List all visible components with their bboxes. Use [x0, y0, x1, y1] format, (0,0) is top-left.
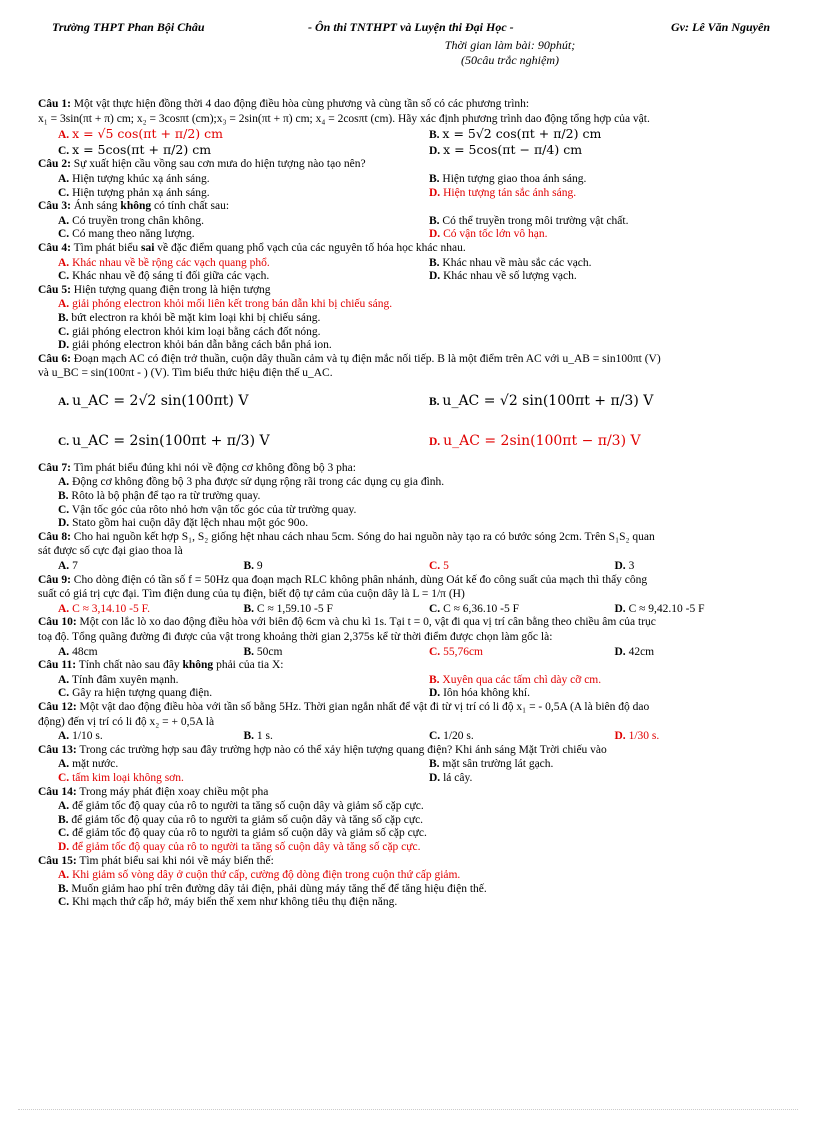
option-row	[38, 772, 780, 786]
answer-option[interactable]	[224, 560, 410, 574]
option-text: u_AC = 2sin(100πt + π/3) V	[72, 432, 270, 449]
option-text: 3	[628, 560, 635, 573]
option-row	[38, 228, 780, 242]
question-stem	[38, 200, 780, 214]
question-number: Câu 14:	[38, 785, 77, 798]
question-number: Câu 8:	[38, 530, 71, 543]
option-label: B.	[243, 730, 255, 743]
answer-option[interactable]	[409, 127, 780, 143]
option-text: Gây ra hiện tượng quang điện.	[72, 687, 213, 700]
question-number: Câu 7:	[38, 461, 71, 474]
answer-option[interactable]	[409, 674, 780, 688]
option-text: lá cây.	[443, 771, 473, 784]
answer-option[interactable]	[38, 869, 780, 883]
option-text: Khác nhau về độ sáng tỉ đối giữa các vạch.	[72, 270, 270, 283]
option-text: Khác nhau về màu sắc các vạch.	[442, 256, 592, 269]
option-label: C.	[429, 560, 441, 573]
option-text: Iôn hóa không khí.	[443, 687, 530, 700]
question-number: Câu 9:	[38, 573, 71, 586]
question-stem	[38, 462, 780, 476]
answer-option[interactable]	[38, 298, 780, 312]
option-text: 48cm	[72, 645, 98, 658]
question-number: Câu 11:	[38, 659, 77, 672]
option-label: A.	[58, 395, 70, 408]
answer-option[interactable]	[409, 432, 780, 450]
option-label: D.	[614, 560, 626, 573]
answer-option[interactable]	[409, 173, 780, 187]
option-text: 1/10 s.	[72, 730, 103, 743]
option-text: u_AC = 2√2 sin(100πt) V	[72, 392, 249, 409]
option-text: giải phóng electron khỏi mối liên kết trong bán dẫn khi bị chiếu sáng.	[72, 298, 393, 311]
option-label: D.	[58, 840, 70, 853]
question-number: Câu 3:	[38, 200, 71, 213]
question-text-line2: và u_BC = sin(100πt - ) (V). Tìm biểu thức hiệu điện thế u_AC.	[38, 367, 333, 380]
question	[38, 701, 780, 744]
option-row	[38, 257, 780, 271]
question	[38, 158, 780, 200]
question-text: Đoạn mạch AC có điện trở thuần, cuộn dây thuần cảm và tụ điện mắc nối tiếp. B là một điểm trên AC với u_AB = sin100πt (V)	[73, 352, 661, 365]
option-label: A.	[58, 172, 70, 185]
option-text: 1/20 s.	[443, 730, 474, 743]
option-text: Khi mạch thứ cấp hở, máy biến thế xem như không tiêu thụ điện năng.	[72, 896, 398, 909]
teacher-name: Gv: Lê Văn Nguyên	[671, 20, 770, 34]
answer-option[interactable]	[38, 228, 409, 242]
option-label: C.	[58, 228, 70, 241]
question	[38, 855, 780, 910]
question-emphasis: không	[120, 200, 152, 213]
option-text: 5	[443, 560, 449, 573]
option-row	[38, 758, 780, 772]
option-text: Hiện tượng giao thoa ánh sáng.	[442, 172, 587, 185]
answer-option[interactable]	[38, 883, 780, 897]
answer-option[interactable]	[409, 270, 780, 284]
question-emphasis: không	[182, 659, 214, 672]
option-label: B.	[58, 882, 69, 895]
option-text: Rôto là bộ phận để tạo ra từ trường quay.	[71, 490, 261, 503]
option-text: Tính đâm xuyên mạnh.	[71, 673, 179, 686]
option-text: Hiện tượng khúc xạ ánh sáng.	[72, 172, 210, 185]
option-label: B.	[243, 602, 255, 615]
option-text: Động cơ không đồng bộ 3 pha được sử dụng rộng rãi trong các dụng cụ gia đình.	[72, 476, 445, 489]
option-text: 7	[72, 560, 78, 573]
option-label: C.	[58, 771, 70, 784]
option-label: D.	[429, 144, 441, 157]
option-text: C ≈ 1,59.10 -5 F	[256, 602, 333, 615]
option-text: C ≈ 9,42.10 -5 F	[628, 602, 705, 615]
answer-option[interactable]	[38, 730, 224, 744]
option-text: Khác nhau về số lượng vạch.	[443, 270, 577, 283]
answer-option[interactable]	[409, 730, 595, 744]
option-text: C ≈ 3,14.10 -5 F.	[72, 602, 150, 615]
option-text: x = √5 cos(πt + π/2) cm	[72, 126, 223, 142]
option-label: A.	[58, 602, 70, 615]
answer-option[interactable]	[38, 758, 409, 772]
answer-option[interactable]	[409, 215, 780, 229]
option-label: C.	[58, 270, 70, 283]
option-text: để giảm tốc độ quay của rô to người ta giảm số cuộn dây và tăng số cặp cực.	[71, 813, 424, 826]
question-text: Ánh sáng	[73, 200, 121, 213]
option-text: 1 s.	[256, 730, 273, 743]
option-label: B.	[429, 673, 440, 686]
option-row	[38, 560, 780, 574]
question-stem	[38, 98, 780, 112]
question-number: Câu 5:	[38, 283, 71, 296]
option-text: C ≈ 6,36.10 -5 F	[443, 602, 520, 615]
answer-option[interactable]	[409, 603, 595, 617]
answer-option[interactable]	[38, 490, 780, 504]
option-label: D.	[429, 228, 441, 241]
answer-option[interactable]	[409, 392, 780, 410]
answer-option[interactable]	[38, 674, 409, 688]
option-label: B.	[58, 490, 69, 503]
option-label: C.	[58, 435, 70, 448]
answer-option[interactable]	[38, 215, 409, 229]
question-text: Cho dòng điện có tần số f = 50Hz qua đoạn mạch RLC không phân nhánh, dùng Oát kế đo công suất của mạch thì thấy công	[73, 573, 648, 586]
option-label: B.	[429, 129, 440, 142]
option-label: C.	[58, 687, 70, 700]
answer-option[interactable]	[409, 687, 780, 701]
option-label: D.	[614, 602, 626, 615]
question-stem	[38, 616, 780, 630]
question-number: Câu 6:	[38, 352, 71, 365]
question	[38, 353, 780, 462]
option-row	[38, 422, 780, 462]
option-text: x = 5cos(πt − π/4) cm	[443, 141, 583, 157]
question-text-line2: động) đến vị trí có li độ x₂ = + 0,5A là	[38, 715, 215, 728]
option-text: mặt sân trường lát gạch.	[442, 758, 554, 771]
option-text: 50cm	[256, 645, 283, 658]
question-stem	[38, 284, 780, 298]
option-label: A.	[58, 256, 70, 269]
option-text: 9	[256, 560, 263, 573]
option-label: A.	[58, 673, 70, 686]
option-row	[38, 127, 780, 143]
option-text: 55,76cm	[443, 645, 483, 658]
exam-time: Thời gian làm bài: 90phút;	[444, 38, 576, 52]
question-stem	[38, 242, 780, 256]
question	[38, 242, 780, 284]
option-label: A.	[58, 645, 70, 658]
answer-option[interactable]	[38, 517, 780, 531]
question-text: Tìm phát biểu	[73, 241, 141, 254]
option-label: B.	[243, 645, 255, 658]
option-text: để giảm tốc độ quay của rô to người ta giảm số cuộn dây và giảm số cặp cực.	[72, 827, 427, 840]
question-text: Trong các trường hợp sau đây trường hợp nào có thể xảy hiện tượng quang điện? Khi ánh sáng Mặt Trời chiếu vào	[79, 743, 607, 756]
answer-option[interactable]	[224, 646, 410, 660]
answer-option[interactable]	[38, 127, 409, 143]
option-label: A.	[58, 800, 70, 813]
answer-option[interactable]	[409, 143, 780, 159]
option-text: x = 5√2 cos(πt + π/2) cm	[442, 126, 602, 142]
answer-option[interactable]	[38, 339, 780, 353]
question-text: Tìm phát biểu sai khi nói về máy biến thế:	[79, 854, 274, 867]
option-label: D.	[58, 517, 70, 530]
question-stem	[38, 531, 780, 545]
question-text: Cho hai nguồn kết hợp S₁, S₂ giống hệt nhau cách nhau 5cm. Sóng do hai nguồn này tạo ra có bước sóng 2cm. Trên S₁S₂ quan	[73, 530, 655, 543]
question	[38, 462, 780, 531]
option-text: Vận tốc góc của rôto nhỏ hơn vận tốc góc của từ trường quay.	[71, 503, 357, 516]
question	[38, 616, 780, 659]
question-stem	[38, 353, 780, 367]
option-text: Muốn giảm hao phí trên đường dây tải điện, phải dùng máy tăng thế để tăng hiệu điện thế.	[71, 882, 487, 895]
question-number: Câu 12:	[38, 700, 77, 713]
question-emphasis: sai	[140, 241, 155, 254]
option-label: A.	[58, 869, 70, 882]
question-text: Sự xuất hiện cầu vồng sau cơn mưa do hiện tượng nào tạo nên?	[73, 158, 366, 171]
option-row	[38, 674, 780, 688]
option-text: 42cm	[628, 645, 655, 658]
option-text: mặt nước.	[72, 758, 119, 771]
option-row	[38, 687, 780, 701]
answer-option[interactable]	[38, 173, 409, 187]
question	[38, 200, 780, 242]
page-header	[46, 20, 770, 36]
option-row	[38, 382, 780, 422]
option-text: Có truyền trong chân không.	[72, 214, 204, 227]
option-label: A.	[58, 129, 70, 142]
question-list	[38, 98, 780, 910]
question-text-line2: sát được số cực đại giao thoa là	[38, 545, 183, 558]
answer-option[interactable]	[409, 758, 780, 772]
question-stem	[38, 855, 780, 869]
option-text: Hiện tượng phản xạ ánh sáng.	[72, 186, 210, 199]
option-label: B.	[429, 758, 440, 771]
option-label: B.	[429, 172, 440, 185]
option-row	[38, 270, 780, 284]
option-row	[38, 646, 780, 660]
option-text: u_AC = 2sin(100πt − π/3) V	[443, 432, 641, 449]
option-text: để giảm tốc độ quay của rô to người ta tăng số cuộn dây và tăng số cặp cực.	[72, 840, 421, 853]
question-text: Trong máy phát điện xoay chiều một pha	[79, 785, 269, 798]
answer-option[interactable]	[38, 896, 780, 910]
option-label: A.	[58, 214, 70, 227]
question-stem	[38, 744, 780, 758]
question	[38, 284, 780, 353]
question	[38, 574, 780, 617]
option-text: 1/30 s.	[628, 730, 660, 743]
question-number: Câu 4:	[38, 241, 71, 254]
page-bottom-rule	[18, 1109, 798, 1110]
question-text: Một vật thực hiện đồng thời 4 dao động điều hòa cùng phương và cùng tần số có các phương trình:	[73, 98, 530, 110]
option-label: A.	[58, 298, 70, 311]
option-label: C.	[429, 602, 441, 615]
answer-option[interactable]	[38, 392, 409, 410]
option-row	[38, 730, 780, 744]
option-label: C.	[58, 896, 70, 909]
answer-option[interactable]	[38, 187, 409, 201]
option-row	[38, 187, 780, 201]
answer-option[interactable]	[595, 646, 781, 660]
question-stem	[38, 659, 780, 673]
answer-option[interactable]	[38, 476, 780, 490]
answer-option[interactable]	[38, 772, 409, 786]
option-label: C.	[58, 144, 70, 157]
option-label: B.	[429, 256, 440, 269]
option-text: giải phóng electron khỏi bán dẫn bằng cách bắn phá ion.	[72, 339, 332, 352]
option-text: giải phóng electron khỏi kim loại bằng cách đốt nóng.	[72, 325, 321, 338]
option-label: D.	[614, 645, 626, 658]
question-count: (50câu trắc nghiệm)	[461, 53, 559, 67]
option-label: A.	[58, 730, 70, 743]
option-label: A.	[58, 476, 70, 489]
option-row	[38, 173, 780, 187]
answer-option[interactable]	[38, 312, 780, 326]
option-text: u_AC = √2 sin(100πt + π/3) V	[442, 392, 654, 409]
answer-option[interactable]	[224, 603, 410, 617]
option-label: D.	[429, 435, 441, 448]
answer-option[interactable]	[409, 257, 780, 271]
answer-option[interactable]	[38, 432, 409, 450]
question-number: Câu 13:	[38, 743, 77, 756]
option-label: D.	[614, 730, 626, 743]
option-text: Khi giảm số vòng dây ở cuộn thứ cấp, cường độ dòng điện trong cuộn thứ cấp giảm.	[72, 869, 461, 882]
option-label: D.	[58, 339, 70, 352]
option-text: để giảm tốc độ quay của rô to người ta tăng số cuộn dây và giảm số cặp cực.	[72, 800, 424, 813]
question-text-line2: x₁ = 3sin(πt + π) cm; x₂ = 3cosπt (cm);x₃ = 2sin(πt + π) cm; x₄ = 2cosπt (cm). Hãy xác định phương trình dao động tổng hợp của vật.	[38, 112, 650, 125]
answer-option[interactable]	[38, 827, 780, 841]
question-stem	[38, 786, 780, 800]
option-label: D.	[429, 186, 441, 199]
option-label: C.	[58, 827, 70, 840]
option-label: C.	[58, 186, 70, 199]
answer-option[interactable]	[38, 646, 224, 660]
question-text: Hiện tượng quang điện trong là hiện tượng	[73, 283, 271, 296]
option-label: B.	[243, 560, 255, 573]
option-label: C.	[58, 503, 70, 516]
answer-option[interactable]	[409, 646, 595, 660]
option-text: bứt electron ra khỏi bề mặt kim loại khi bị chiếu sáng.	[71, 311, 321, 324]
question	[38, 531, 780, 574]
answer-option[interactable]	[38, 814, 780, 828]
option-text: tấm kim loại không sơn.	[72, 771, 184, 784]
exam-title: - Ôn thi TNTHPT và Luyện thi Đại Học -	[308, 20, 514, 34]
question-text-line2: toạ độ. Tổng quãng đường đi được của vật trong khoảng thời gian 2,375s kể từ thời điểm được chọn làm gốc là:	[38, 631, 553, 643]
answer-option[interactable]	[409, 560, 595, 574]
question	[38, 98, 780, 158]
answer-option[interactable]	[409, 772, 780, 786]
option-text: Xuyên qua các tấm chì dày cỡ cm.	[442, 673, 602, 686]
answer-option[interactable]	[38, 326, 780, 340]
option-text: x = 5cos(πt + π/2) cm	[72, 141, 212, 157]
school-name: Trường THPT Phan Bội Châu	[52, 20, 205, 34]
question	[38, 786, 780, 855]
question-number: Câu 1:	[38, 98, 71, 110]
option-row	[38, 603, 780, 617]
option-text: Có vận tốc lớn vô hạn.	[443, 228, 548, 241]
answer-option[interactable]	[409, 228, 780, 242]
option-label: C.	[58, 325, 70, 338]
option-row	[38, 143, 780, 159]
option-label: B.	[429, 395, 440, 408]
answer-option[interactable]	[38, 504, 780, 518]
option-text: Hiện tượng tán sắc ánh sáng.	[443, 186, 577, 199]
option-label: B.	[58, 311, 69, 324]
answer-option[interactable]	[38, 800, 780, 814]
question	[38, 659, 780, 701]
option-label: D.	[429, 687, 441, 700]
option-label: C.	[429, 730, 441, 743]
option-text: Có thể truyền trong môi trường vật chất.	[442, 214, 629, 227]
answer-option[interactable]	[409, 187, 780, 201]
answer-option[interactable]	[38, 143, 409, 159]
option-label: A.	[58, 758, 70, 771]
option-label: D.	[429, 771, 441, 784]
option-text: Có mang theo năng lượng.	[72, 228, 195, 241]
answer-option[interactable]	[38, 560, 224, 574]
question-text: Tính chất nào sau đây	[78, 659, 183, 672]
option-label: A.	[58, 560, 70, 573]
option-label: D.	[429, 270, 441, 283]
option-text: Khác nhau về bề rộng các vạch quang phổ.	[72, 256, 270, 269]
question-stem	[38, 701, 780, 715]
option-label: B.	[429, 214, 440, 227]
question	[38, 744, 780, 786]
option-label: C.	[429, 645, 441, 658]
answer-option[interactable]	[38, 270, 409, 284]
question-stem	[38, 158, 780, 172]
question-text-rest: phải của tia X:	[213, 659, 284, 672]
answer-option[interactable]	[224, 730, 410, 744]
question-text-rest: về đặc điểm quang phổ vạch của các nguyên tố hóa học khác nhau.	[154, 241, 466, 254]
answer-option[interactable]	[595, 560, 781, 574]
answer-option[interactable]	[595, 730, 781, 744]
question-text-rest: có tính chất sau:	[151, 200, 230, 213]
option-text: Stato gồm hai cuộn dây đặt lệch nhau một góc 90o.	[72, 517, 309, 530]
question-stem	[38, 574, 780, 588]
answer-option[interactable]	[38, 841, 780, 855]
option-label: B.	[58, 813, 69, 826]
option-row	[38, 215, 780, 229]
question-number: Câu 2:	[38, 158, 71, 171]
answer-option[interactable]	[38, 257, 409, 271]
question-text: Một con lắc lò xo dao động điều hòa với biên độ 6cm và chu kì 1s. Tại t = 0, vật đi qua vị trí cân bằng theo chiều âm của trục	[79, 616, 656, 629]
question-number: Câu 15:	[38, 854, 77, 867]
question-text: Một vật dao động điều hòa với tần số bằng 5Hz. Thời gian ngắn nhất để vật đi từ vị trí có li độ x₁ = - 0,5A (A là biên độ dao	[79, 700, 650, 713]
answer-option[interactable]	[38, 687, 409, 701]
question-text-line2: suất có giá trị cực đại. Tìm điện dung của tụ điện, biết độ tự cảm của cuộn dây là L = 1/π (H)	[38, 588, 465, 601]
answer-option[interactable]	[595, 603, 781, 617]
question-number: Câu 10:	[38, 616, 77, 629]
answer-option[interactable]	[38, 603, 224, 617]
question-text: Tìm phát biểu đúng khi nói về động cơ không đồng bộ 3 pha:	[73, 461, 356, 474]
